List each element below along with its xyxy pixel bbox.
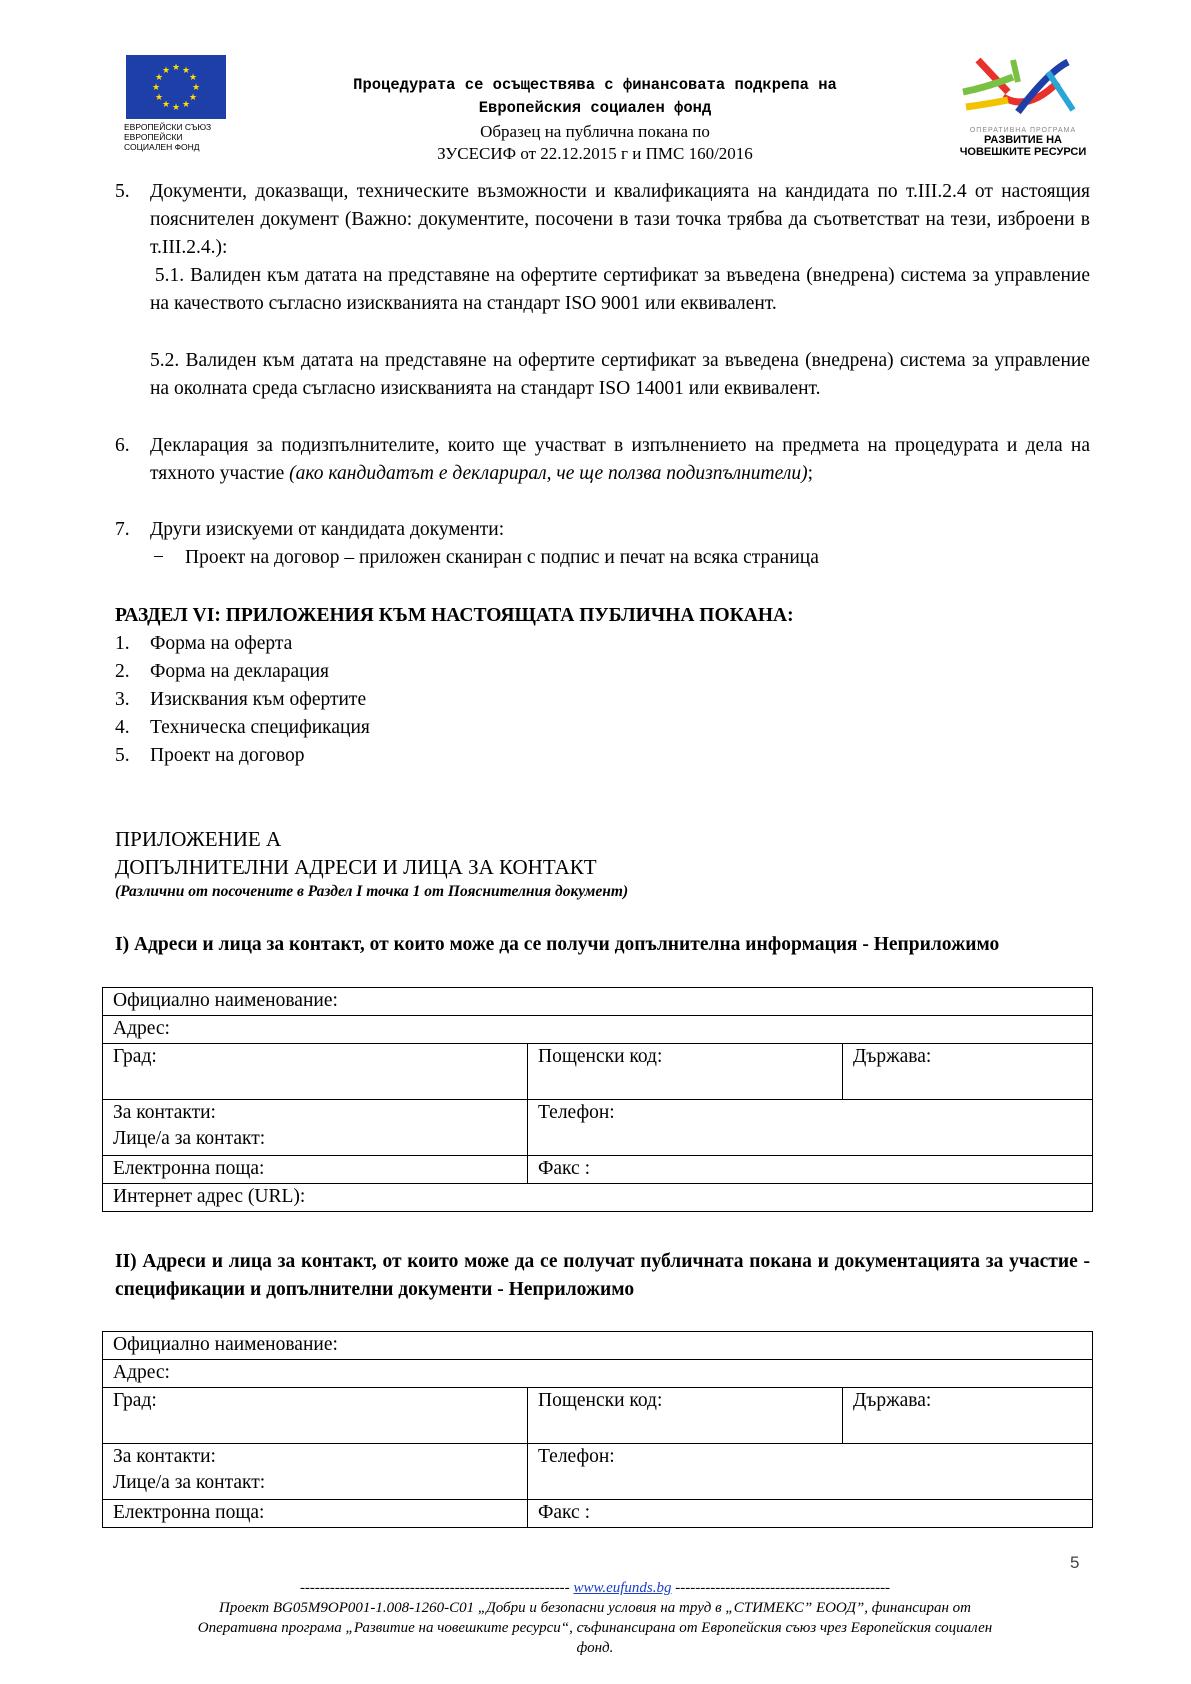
op-name-line-2: ЧОВЕШКИТЕ РЕСУРСИ [959,146,1087,158]
sub1-text: 5.1. Валиден към датата на представяне на офертите сертификат за въведена (внедрена) система за управление на качеството съгласно изискванията на стандарт ISO 9001 или еквивалент. [150,265,1090,314]
contact-persons-label: Лице/а за контакт: [113,1128,266,1149]
eu-caption-line: ЕВРОПЕЙСКИ [124,132,183,142]
svg-text:★: ★ [181,66,191,76]
list-item: Форма на декларация [150,661,329,682]
contact-form-2 [102,1331,1093,1528]
header-line-3: Образец на публична покана по [480,122,710,141]
contact-form-1 [102,987,1093,1212]
svg-text:★: ★ [154,93,164,103]
address-label: Адрес: [103,1016,1093,1044]
city-label: Град: [103,1044,528,1100]
section5-sub2 [150,347,1090,403]
block1-heading: I) Адреси и лица за контакт, от които може да се получи допълнителна информация - Неприложимо [115,934,1000,955]
contact-persons-label: Лице/а за контакт: [113,1472,266,1493]
annex-note: (Различни от посочените в Раздел I точка 1 от Пояснителния документ) [115,883,629,900]
svg-text:★: ★ [151,83,161,93]
footer-dashes-left: ------------------------------------------------------ [299,1580,570,1596]
svg-text:★: ★ [161,100,171,110]
country-label: Държава: [843,1388,1093,1444]
fax-label: Факс : [528,1500,1093,1528]
item-number: 5. [115,181,130,202]
footer-line-1: Проект BG05M9OP001-1.008-1260-C01 „Добри и безопасни условия на труд в „СТИМЕКС” ЕООД”, финансиран от [218,1600,971,1616]
official-name-label: Официално наименование: [103,1332,1093,1360]
email-label: Електронна поща: [103,1500,528,1528]
list-item-number: 2. [115,661,130,682]
section7-bullet: Проект на договор – приложен сканиран с подпис и печат на всяка страница [185,547,819,568]
svg-text:★: ★ [188,93,198,103]
footer-dashes-right: ------------------------------------------- [675,1580,891,1596]
footer-line-2: Оперативна програма „Развитие на човешките ресурси“, съфинансирана от Европейския съюз чрез Европейския социален [197,1620,993,1636]
email-label: Електронна поща: [103,1156,528,1184]
list-item-number: 1. [115,633,130,654]
svg-text:★: ★ [171,103,181,113]
fax-label: Факс : [528,1156,1093,1184]
svg-text:★: ★ [191,83,201,93]
section5-text: Документи, доказващи, техническите възможности и квалификацията на кандидата по т.III.2.4 от настоящия пояснителен документ (Важно: документите, посочени в тази точка трябва да съответстват на тези, изброени в т.III.2.4.): [150,181,1090,258]
list-item: Техническа спецификация [150,717,370,738]
contacts-cell [103,1100,528,1156]
svg-text:★: ★ [188,73,198,83]
annex-title-2: ДОПЪЛНИТЕЛНИ АДРЕСИ И ЛИЦА ЗА КОНТАКТ [115,855,597,879]
item-number: 6. [115,435,130,456]
eufunds-link[interactable]: www.eufunds.bg [573,1580,672,1596]
contacts-label: За контакти: [113,1446,216,1467]
razdel6-heading: РАЗДЕЛ VI: ПРИЛОЖЕНИЯ КЪМ НАСТОЯЩАТА ПУБЛИЧНА ПОКАНА: [115,605,794,626]
list-item-number: 3. [115,689,130,710]
header-line-2: Европейския социален фонд [478,99,712,117]
footer-link-line [95,1578,1095,1598]
list-item: Форма на оферта [150,633,293,654]
eu-flag-logo [126,55,226,119]
section6-main: Декларация за подизпълнителите, които ще участват в изпълнението на предмета на процедурата и дела на тяхното участие [150,435,1090,484]
page-number: 5 [1070,1553,1080,1572]
svg-text:★: ★ [171,63,181,73]
section5-sub1 [150,262,1090,318]
official-name-label: Официално наименование: [103,988,1093,1016]
postcode-label: Пощенски код: [528,1388,843,1444]
city-label: Град: [103,1388,528,1444]
list-item: Проект на договор [150,745,305,766]
list-item: Изисквания към офертите [150,689,367,710]
dash-bullet: − [153,547,164,568]
header-line-1: Процедурата се осъществява с финансовата подкрепа на [353,76,837,94]
url-label: Интернет адрес (URL): [103,1184,1093,1212]
svg-text:★: ★ [161,66,171,76]
block2-heading: II) Адреси и лица за контакт, от които може да се получат публичната покана и документацията за участие - спецификации и допълнителни документи - Неприложимо [115,1251,1090,1300]
phone-label: Телефон: [528,1444,1093,1500]
annex-title-1: ПРИЛОЖЕНИЕ А [115,827,282,851]
sub2-text: 5.2. Валиден към датата на представяне на офертите сертификат за въведена (внедрена) система за управление на околната среда съгласно изискванията на стандарт ISO 14001 или еквивалент. [150,350,1090,399]
section6-tail: ; [807,463,813,484]
address-label: Адрес: [103,1360,1093,1388]
list-item-number: 5. [115,745,130,766]
section6-italic: (ако кандидатът е декларирал, че ще ползва подизпълнители) [289,463,808,484]
contacts-label: За контакти: [113,1102,216,1123]
postcode-label: Пощенски код: [528,1044,843,1100]
eu-caption-line: СОЦИАЛЕН ФОНД [124,142,200,152]
section6-text [150,432,1090,488]
op-name-line-1: РАЗВИТИЕ НА [984,134,1062,146]
footer-line-3: фонд. [576,1640,614,1656]
contacts-cell [103,1444,528,1500]
op-hrd-logo [958,52,1088,160]
op-small-caption: ОПЕРАТИВНА ПРОГРАМА [969,127,1077,134]
country-label: Държава: [843,1044,1093,1100]
section7-text: Други изискуеми от кандидата документи: [150,519,505,540]
eu-caption-line: ЕВРОПЕЙСКИ СЪЮЗ [124,122,212,132]
item-number: 7. [115,519,130,540]
phone-label: Телефон: [528,1100,1093,1156]
list-item-number: 4. [115,717,130,738]
svg-text:★: ★ [154,73,164,83]
svg-text:★: ★ [181,100,191,110]
eu-caption [124,122,264,152]
header-line-4: ЗУСЕСИФ от 22.12.2015 г и ПМС 160/2016 [437,144,753,163]
